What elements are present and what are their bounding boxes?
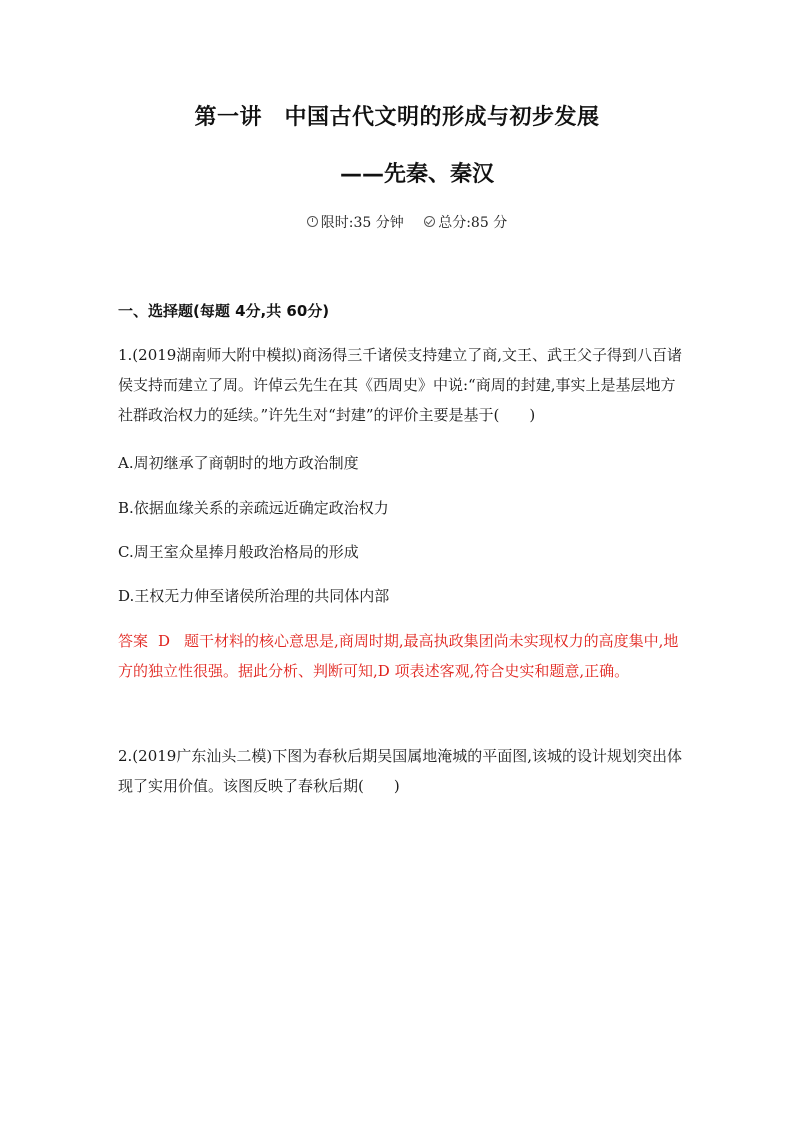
answer-explanation: 题干材料的核心意思是,商周时期,最高执政集团尚未实现权力的高度集中,地方的独立性很强。据此分析、判断可知,D 项表述客观,符合史实和题意,正确。: [118, 632, 679, 680]
question-2-stem: 2.(2019广东汕头二模)下图为春秋后期吴国属地淹城的平面图,该城的设计规划突出体现了实用价值。该图反映了春秋后期( ): [118, 747, 682, 795]
page-subtitle: ——先秦、秦汉: [339, 162, 494, 187]
question-1-option-b: B.依据血缘关系的亲疏远近确定政治权力: [118, 499, 389, 517]
total-score-text: 总分:85 分: [438, 215, 508, 231]
question-1-option-c: C.周王室众星捧月般政治格局的形成: [118, 543, 359, 561]
total-score: [424, 212, 507, 232]
check-icon: [424, 216, 435, 227]
clock-icon: [307, 216, 318, 227]
question-1-option-d: D.王权无力伸至诸侯所治理的共同体内部: [118, 587, 390, 605]
section-heading: 一、选择题(每题 4分,共 60分): [118, 302, 330, 320]
answer-label: 答案: [118, 632, 149, 650]
time-limit: [307, 212, 404, 232]
time-limit-text: 限时:35 分钟: [320, 215, 404, 231]
question-1-answer: [118, 626, 683, 686]
question-1-stem: 1.(2019湖南师大附中模拟)商汤得三千诸侯支持建立了商,文王、武王父子得到八百诸侯支持而建立了周。许倬云先生在其《西周史》中说:“商周的封建,事实上是基层地方社群政治权力的延续。”许先生对“封建”的评价主要是基于( ): [118, 346, 682, 424]
question-1-option-a: A.周初继承了商朝时的地方政治制度: [118, 454, 359, 472]
page-title: 第一讲 中国古代文明的形成与初步发展: [194, 105, 600, 130]
answer-letter: D: [158, 632, 171, 650]
exam-meta: [0, 212, 794, 232]
